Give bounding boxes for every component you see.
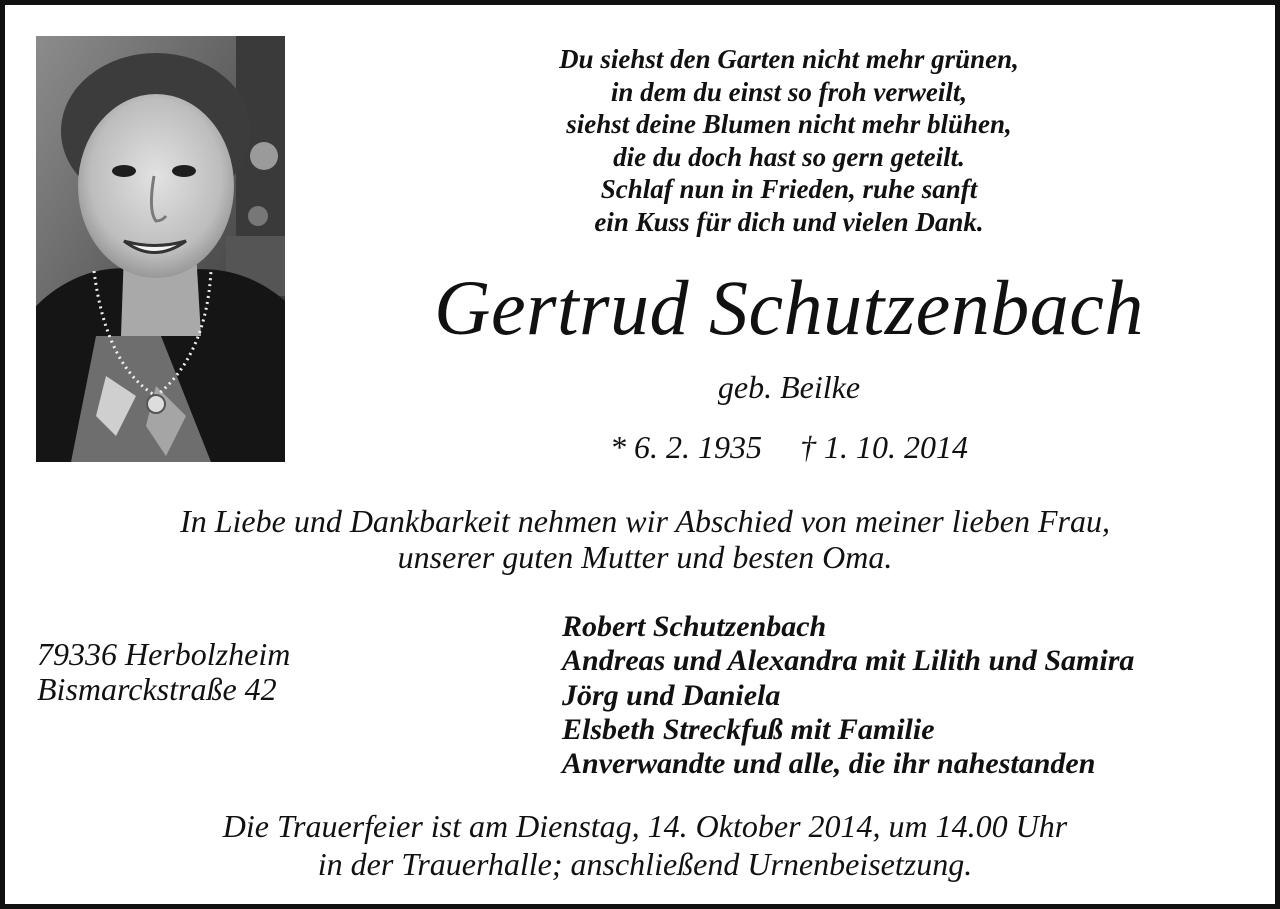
portrait-photo xyxy=(36,36,285,462)
mourner-line: Andreas und Alexandra mit Lilith und Samira xyxy=(562,644,1135,678)
address-line: Bismarckstraße 42 xyxy=(37,671,277,707)
maiden-name: geb. Beilke xyxy=(717,369,861,405)
poem xyxy=(389,43,1189,238)
funeral-line: in der Trauerhalle; anschließend Urnenbeisetzung. xyxy=(317,846,973,882)
life-dates xyxy=(389,428,1189,466)
poem-line: Schlaf nun in Frieden, ruhe sanft xyxy=(600,174,978,204)
farewell-text xyxy=(5,503,1280,575)
poem-line: Du siehst den Garten nicht mehr grünen, xyxy=(559,44,1019,74)
mourners-list xyxy=(562,610,1262,781)
mourner-line: Robert Schutzenbach xyxy=(562,610,827,643)
mourner-line: Jörg und Daniela xyxy=(562,678,781,712)
deceased-name: Gertrud Schutzenbach xyxy=(434,264,1144,351)
funeral-info xyxy=(5,807,1280,883)
poem-line: ein Kuss für dich und vielen Dank. xyxy=(594,206,984,237)
poem-line: siehst deine Blumen nicht mehr blühen, xyxy=(566,109,1012,139)
farewell-line: unserer guten Mutter und besten Oma. xyxy=(397,539,893,575)
funeral-line: Die Trauerfeier ist am Dienstag, 14. Oktober 2014, um 14.00 Uhr xyxy=(222,808,1068,844)
poem-line: in dem du einst so froh verweilt, xyxy=(610,76,968,107)
mourner-line: Elsbeth Streckfuß mit Familie xyxy=(562,712,935,746)
address xyxy=(37,637,397,707)
farewell-line: In Liebe und Dankbarkeit nehmen wir Abschied von meiner lieben Frau, xyxy=(180,503,1110,539)
birth-date: * 6. 2. 1935 xyxy=(610,429,762,465)
mourner-line: Anverwandte und alle, die ihr nahestanden xyxy=(562,747,1096,781)
poem-line: die du doch hast so gern geteilt. xyxy=(613,141,965,172)
death-date: † 1. 10. 2014 xyxy=(800,429,968,465)
address-line: 79336 Herbolzheim xyxy=(37,636,291,672)
